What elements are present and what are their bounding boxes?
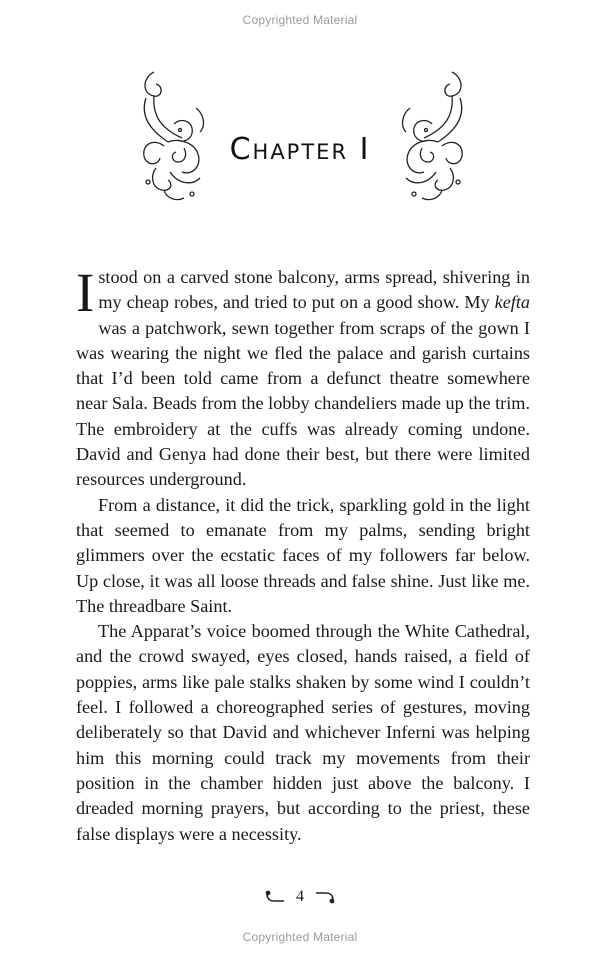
page-number-flourish-right-icon xyxy=(314,890,336,904)
page-number-flourish-left-icon xyxy=(264,890,286,904)
paragraph-2: From a distance, it did the trick, sparkling gold in the light that seemed to emanate from my palms, sending bright glimmers over the ecstatic faces of my followers far below. Up close, it was all loose threads and false shine. Just like me. The threadbare Saint. xyxy=(76,494,530,616)
chapter-title: Chapter I xyxy=(229,132,371,167)
chapter-header xyxy=(0,62,600,212)
copyright-watermark-bottom: Copyrighted Material xyxy=(242,930,358,944)
paragraph-1-text-a: stood on a carved stone balcony, arms spread, shivering in my cheap robes, and tried to put on a good show. My xyxy=(98,267,530,313)
paragraph-1-italic-term: kefta xyxy=(494,292,530,313)
chapter-body xyxy=(76,262,530,847)
drop-cap: I xyxy=(76,262,95,323)
paragraph-1-text-b: was a patchwork, sewn together from scraps of the gown I was wearing the night we fled the palace and garish curtains that I’d been told came from a defunct theatre somewhere near Sala. Beads from the lobby chandeliers made up the trim. The embroidery at the cuffs was already coming undone. David and Genya had done their best, but there were limited resources underground. xyxy=(76,317,530,490)
paragraph-3: The Apparat’s voice boomed through the White Cathedral, and the crowd swayed, eyes closed, hands raised, a field of poppies, arms like pale stalks shaken by some wind I couldn’t feel. I followed a choreographed series of gestures, moving deliberately so that David and whichever Inferni was helping him this morning could track my movements from their position in the chamber hidden just above the balcony. I dreaded morning prayers, but according to the priest, these false displays were a necessity. xyxy=(76,621,530,844)
copyright-watermark-top: Copyrighted Material xyxy=(242,13,358,27)
flourish-ornament-right-icon xyxy=(392,68,472,208)
page-number-footer xyxy=(0,888,600,906)
paragraph-1 xyxy=(76,262,530,493)
page-number: 4 xyxy=(296,888,304,906)
